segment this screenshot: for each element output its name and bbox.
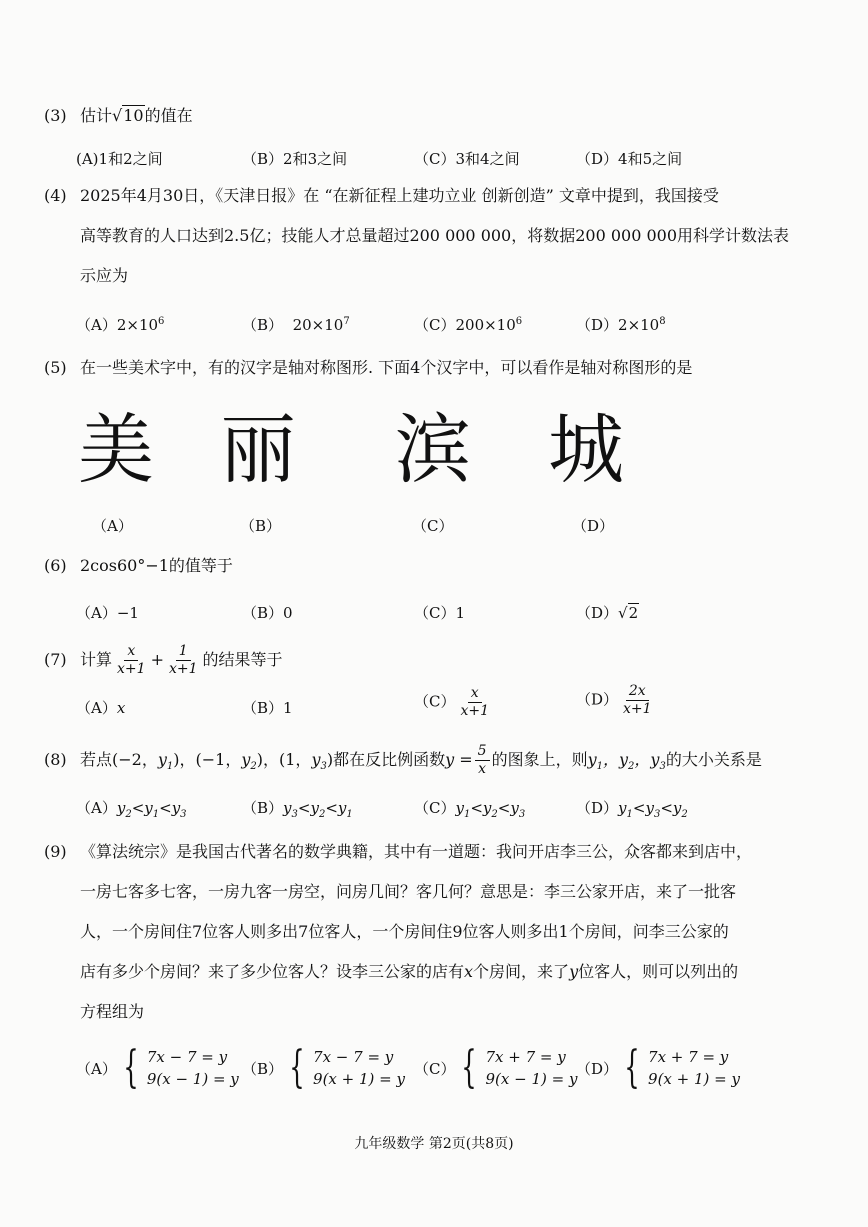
numerator: x xyxy=(468,685,482,703)
page-footer: 九年级数学 第2页(共8页) xyxy=(354,1136,514,1152)
option-c[interactable]: （C） xyxy=(412,517,454,535)
var-y1: $y_1$ xyxy=(157,750,174,773)
option-c[interactable] xyxy=(414,1042,578,1093)
equation-1: 7x + 7 = y xyxy=(485,1048,566,1066)
brace-icon: { xyxy=(289,1042,305,1093)
option-label: （A） xyxy=(76,316,117,334)
art-char-d: 城 xyxy=(548,405,624,494)
question-4 xyxy=(44,176,834,296)
text: 位客人，则可以列出的 xyxy=(578,962,739,981)
equation-1: 7x − 7 = y xyxy=(146,1048,228,1066)
option-b[interactable]: （B） xyxy=(240,517,282,535)
denominator: x xyxy=(478,761,487,777)
var: y xyxy=(311,750,321,769)
equations xyxy=(147,1046,239,1090)
radicand: 10 xyxy=(123,106,144,125)
option-b[interactable]: （B）0 xyxy=(242,604,293,622)
denominator: x+1 xyxy=(117,661,146,677)
var-y: y xyxy=(569,962,579,981)
text: 店有多少个房间？来了多少位客人？设李三公家的店有 xyxy=(80,962,465,981)
denominator: x+1 xyxy=(460,703,490,719)
question-9 xyxy=(44,832,834,1032)
order-expression: $y_1<y_3<y_2$ xyxy=(618,799,688,820)
option-value: 2×10 xyxy=(116,316,159,334)
art-char-a: 美 xyxy=(78,405,154,494)
question-number: (3) xyxy=(44,106,67,125)
art-char-c: 滨 xyxy=(395,405,471,494)
sqrt-expression: √2 xyxy=(618,604,639,622)
question-6 xyxy=(44,546,834,586)
option-label: （C） xyxy=(414,316,456,334)
question-text: )都在反比例函数 xyxy=(326,750,446,769)
question-text: 的大小关系是 xyxy=(665,750,762,769)
equation-2: 9(x + 1) = y xyxy=(648,1070,740,1088)
question-text-line-2: 高等教育的人口达到2.5亿；技能人才总量超过200 000 000，将数据200 000 000用科学计数法表 xyxy=(80,226,790,245)
question-text-line-1: 2025年4月30日，《天津日报》在 “在新征程上建功立业 创新创造” 文章中提到，我国接受 xyxy=(80,186,719,205)
vars: $y_1$，$y_2$，$y_3$ xyxy=(587,750,666,773)
option-c[interactable] xyxy=(414,314,522,335)
fraction-1 xyxy=(114,643,149,678)
equations xyxy=(313,1046,405,1090)
option-label: （B） xyxy=(242,1059,284,1078)
var: y xyxy=(241,750,251,769)
option-value: 2×10 xyxy=(618,316,660,334)
equation-2: 9(x + 1) = y xyxy=(313,1070,405,1088)
var-y2: $y_2$ xyxy=(241,750,257,773)
option-a[interactable]: (A)1和2之间 xyxy=(76,150,163,168)
equations xyxy=(485,1046,577,1090)
fraction xyxy=(620,683,655,718)
question-text-line-5: 方程组为 xyxy=(80,1002,145,1021)
option-value: 20×10 xyxy=(292,316,344,334)
option-value: x xyxy=(116,699,126,717)
denominator: x+1 xyxy=(168,661,198,677)
option-label: （D） xyxy=(576,1059,619,1078)
option-d[interactable] xyxy=(576,797,688,820)
option-a[interactable] xyxy=(76,697,125,718)
art-characters xyxy=(70,405,830,505)
brace-icon: { xyxy=(461,1042,478,1093)
var: y xyxy=(157,750,167,769)
question-text-line-2: 一房七客多七客，一房九客一房空，问房几间？客几何？意思是：李三公家开店，来了一批客 xyxy=(80,882,737,901)
option-label: （C） xyxy=(414,799,456,817)
exponent: 6 xyxy=(158,316,165,327)
option-b[interactable] xyxy=(242,314,350,335)
option-d[interactable]: （D）4和5之间 xyxy=(576,150,683,168)
equation-system xyxy=(414,1042,578,1093)
option-b[interactable] xyxy=(242,797,353,820)
var-x: x xyxy=(464,962,474,981)
option-d[interactable] xyxy=(576,1042,740,1093)
question-text: 的图象上，则 xyxy=(491,750,588,769)
question-number: (9) xyxy=(44,842,67,861)
var-y3: $y_3$ xyxy=(311,750,327,773)
sqrt-expression: √10 xyxy=(112,106,144,125)
question-text-line-3: 示应为 xyxy=(80,266,129,285)
option-label: （D） xyxy=(576,316,619,334)
equation-system xyxy=(576,1042,740,1093)
question-text: 估计 xyxy=(80,106,113,125)
option-b[interactable]: （B）2和3之间 xyxy=(242,150,348,168)
question-number: (6) xyxy=(44,556,67,575)
fraction xyxy=(457,685,492,720)
equation-system xyxy=(242,1042,405,1093)
exponent: 8 xyxy=(659,316,666,327)
question-3 xyxy=(44,96,834,136)
option-d[interactable]: （D） xyxy=(572,517,615,535)
equations xyxy=(648,1046,740,1090)
option-value: 200×10 xyxy=(455,316,516,334)
text: 个房间，来了 xyxy=(473,962,570,981)
numerator: x xyxy=(124,643,138,661)
question-text: 的值在 xyxy=(144,106,193,125)
option-c[interactable]: （C）1 xyxy=(414,604,466,622)
brace-icon: { xyxy=(123,1042,139,1093)
question-text-line-4 xyxy=(44,952,834,992)
option-c[interactable] xyxy=(414,685,494,720)
option-label: （C） xyxy=(414,692,456,711)
question-number: (5) xyxy=(44,358,67,377)
option-label: （D） xyxy=(576,690,619,709)
function-lhs: y = xyxy=(445,750,473,769)
option-a[interactable]: （A） xyxy=(92,517,133,535)
question-text: 若点(−2， xyxy=(80,750,158,769)
question-text: 在一些美术字中，有的汉字是轴对称图形. 下面4个汉字中，可以看作是轴对称图形的是 xyxy=(80,358,693,377)
order-expression: $y_3<y_2<y_1$ xyxy=(283,799,353,820)
option-label: （A） xyxy=(76,799,117,817)
question-text: 的结果等于 xyxy=(202,650,283,669)
question-number: (8) xyxy=(44,750,67,769)
equation-1: 7x + 7 = y xyxy=(648,1048,729,1066)
question-number: (4) xyxy=(44,186,67,205)
plus-sign: + xyxy=(150,650,164,669)
question-number: (7) xyxy=(44,650,67,669)
order-expression: $y_2<y_1<y_3$ xyxy=(116,799,187,820)
question-text: )，(−1， xyxy=(173,750,242,769)
option-a[interactable] xyxy=(76,314,164,335)
option-d[interactable] xyxy=(576,683,657,718)
option-a[interactable] xyxy=(76,797,187,820)
question-text: 计算 xyxy=(80,650,113,669)
equation-system xyxy=(76,1042,239,1093)
option-label: （A） xyxy=(76,1059,117,1078)
exponent: 7 xyxy=(343,316,350,327)
radicand: 2 xyxy=(628,604,639,622)
fraction xyxy=(475,743,490,778)
option-d[interactable] xyxy=(576,314,666,335)
question-text-line-3: 人，一个房间住7位客人则多出7位客人，一个房间住9位客人则多出1个房间，问李三公家的 xyxy=(80,922,729,941)
equation-1: 7x − 7 = y xyxy=(313,1048,394,1066)
option-a[interactable] xyxy=(76,1042,239,1093)
option-b[interactable]: （B）1 xyxy=(242,699,293,717)
option-d[interactable] xyxy=(576,602,639,623)
numerator: 2x xyxy=(626,683,649,701)
order-expression: $y_1<y_2<y_3$ xyxy=(455,799,526,820)
option-label: （B） xyxy=(242,316,284,334)
denominator: x+1 xyxy=(623,701,652,717)
question-5 xyxy=(44,348,834,388)
question-text: )，(1， xyxy=(256,750,312,769)
question-8 xyxy=(44,740,834,787)
option-label: （D） xyxy=(576,799,619,817)
numerator: 1 xyxy=(176,643,191,661)
option-label: （A） xyxy=(76,699,117,717)
equation-2: 9(x − 1) = y xyxy=(485,1070,578,1088)
option-label: （B） xyxy=(242,799,284,817)
fraction-2 xyxy=(166,643,201,678)
question-text-line-1: 《算法统宗》是我国古代著名的数学典籍，其中有一道题：我问开店李三公，众客都来到店中， xyxy=(80,842,753,861)
numerator: 5 xyxy=(475,743,490,761)
option-c[interactable]: （C）3和4之间 xyxy=(414,150,520,168)
equation-2: 9(x − 1) = y xyxy=(146,1070,239,1088)
option-label: （D） xyxy=(576,604,619,622)
brace-icon: { xyxy=(624,1042,640,1093)
option-b[interactable] xyxy=(242,1042,405,1093)
option-a[interactable]: （A）−1 xyxy=(76,604,139,622)
question-7 xyxy=(44,640,834,680)
option-c[interactable] xyxy=(414,797,525,820)
exponent: 6 xyxy=(515,316,523,327)
art-char-b: 丽 xyxy=(220,405,296,494)
question-text: 2cos60°−1的值等于 xyxy=(80,556,233,575)
option-label: （C） xyxy=(414,1059,456,1078)
